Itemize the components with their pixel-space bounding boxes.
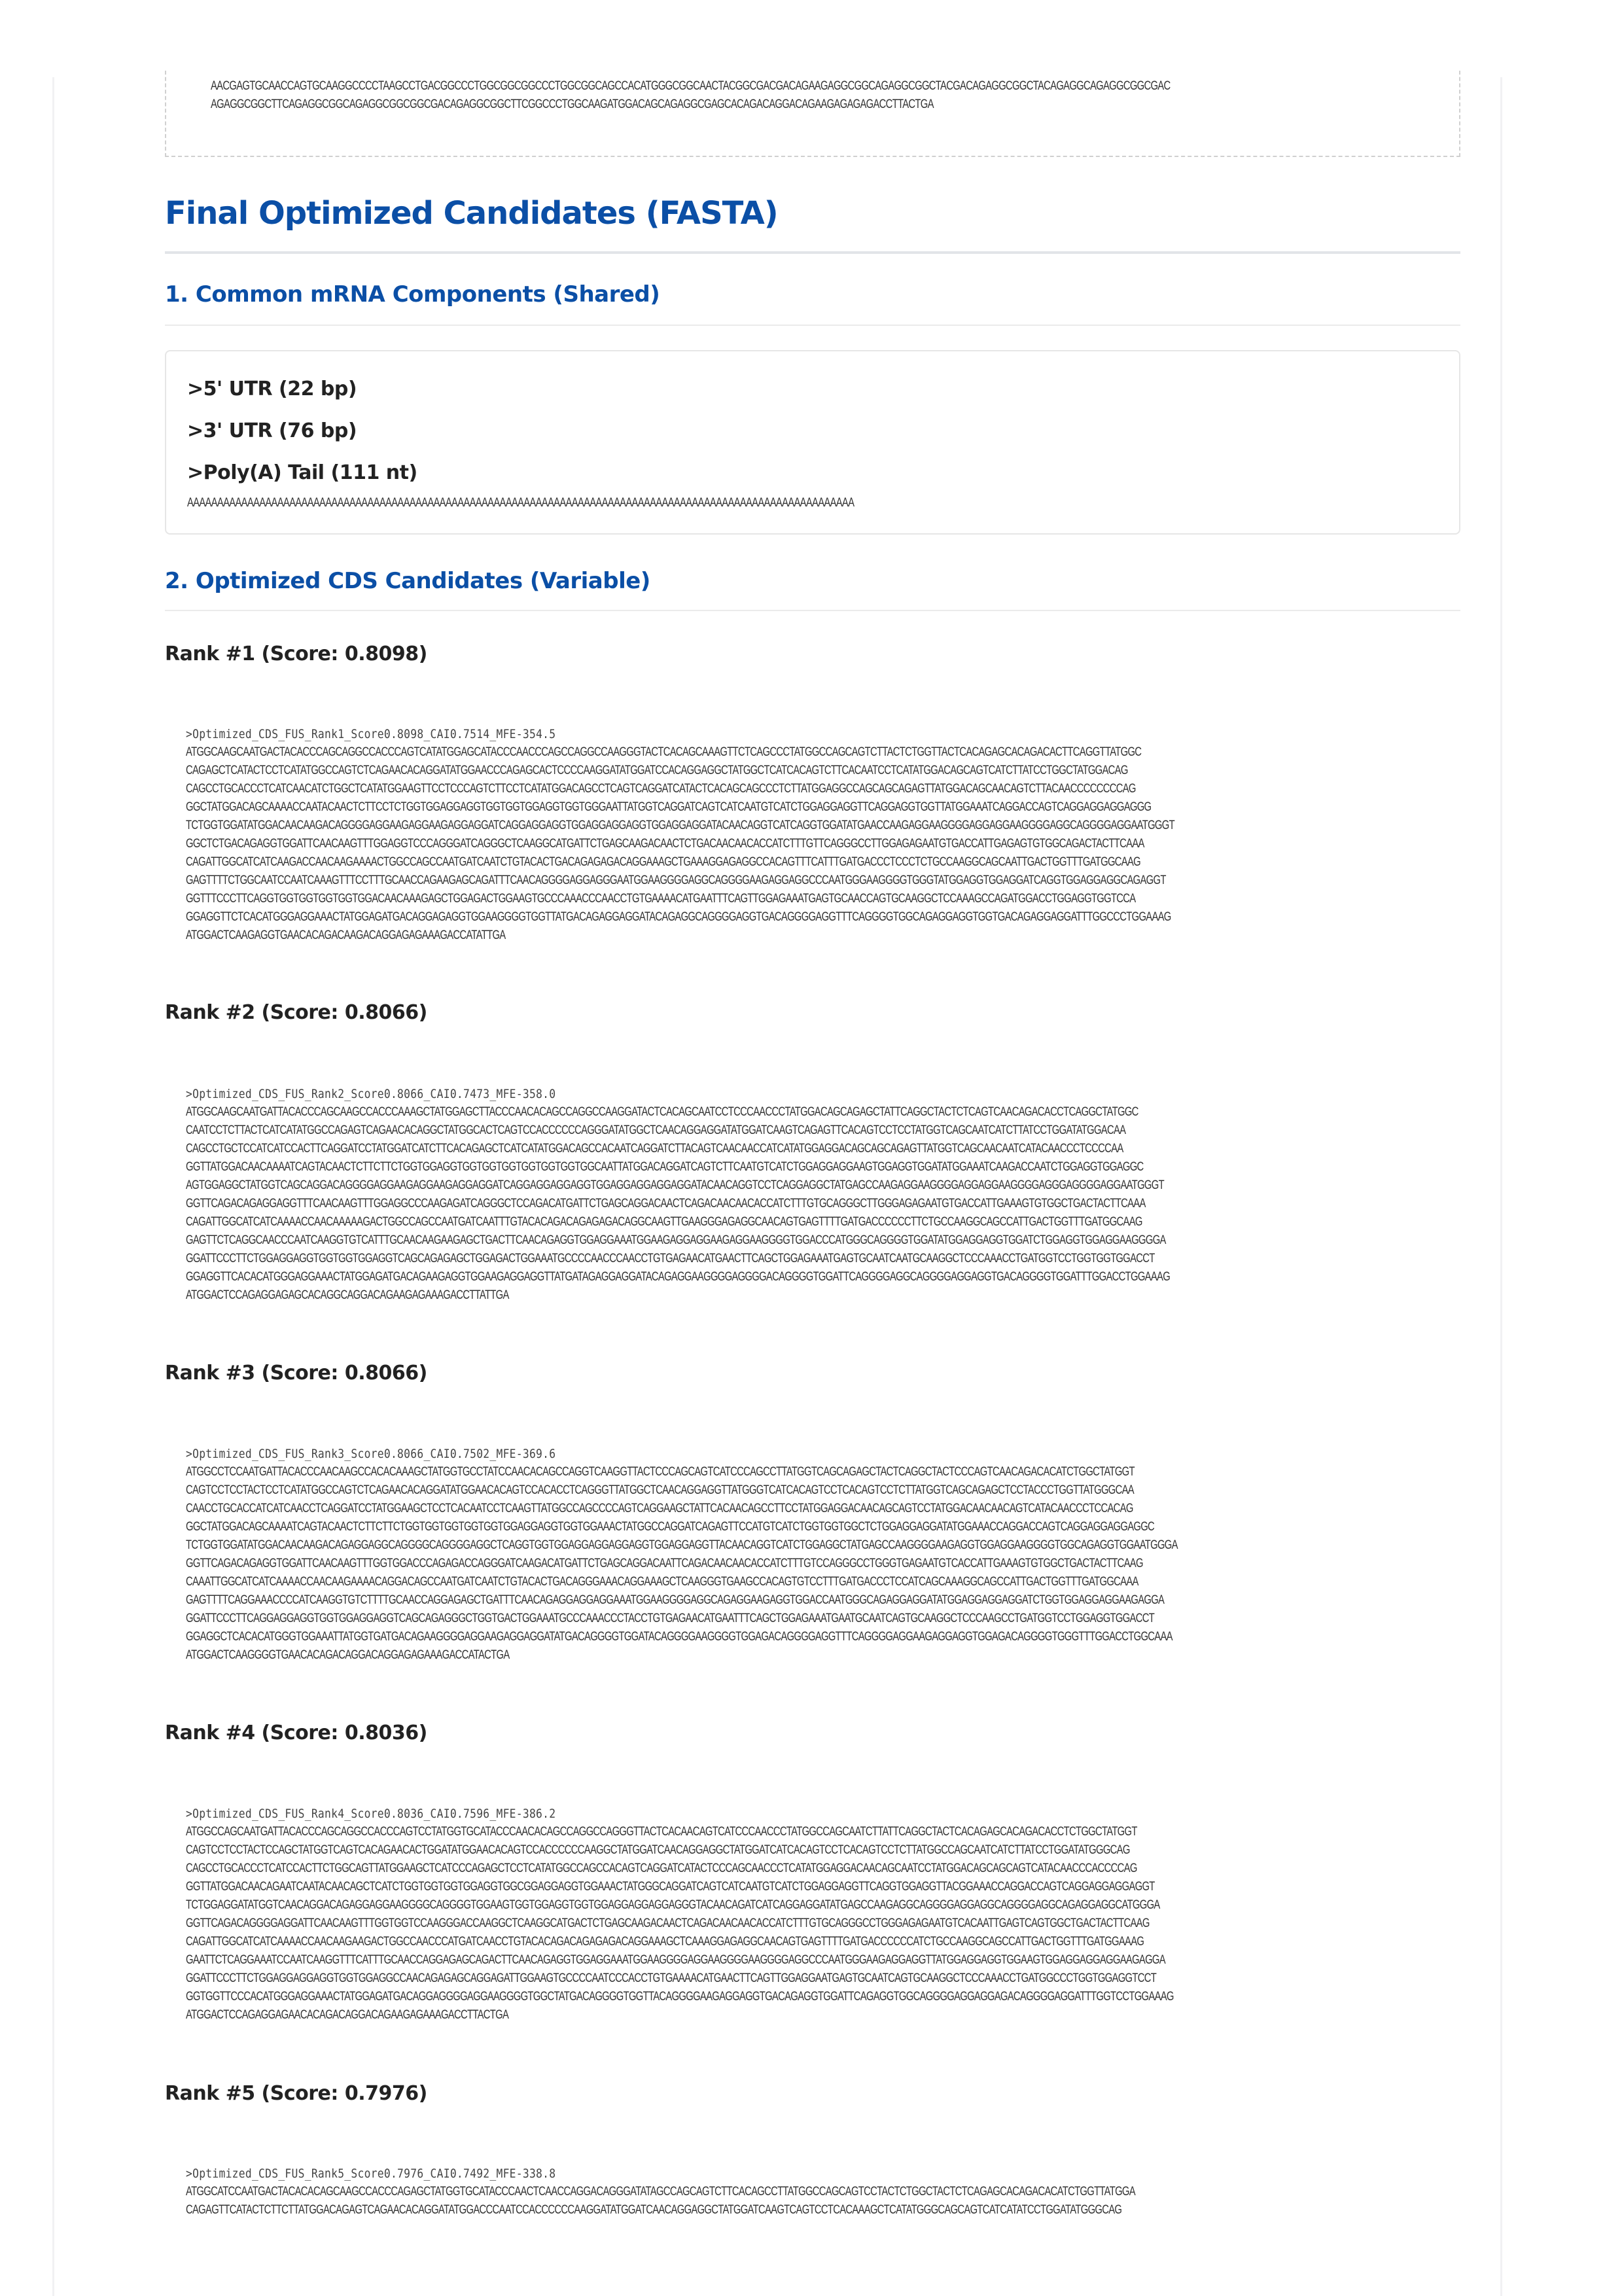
sequence-line: ATGGCAAGCAATGATTACACCCAGCAAGCCACCCAAAGCTATGGAGCTTACCCAACACAGCCAGGCCAAGGATACTCACAGCAATCCTCCCAACCCTATGGACAGCAGAGCTATTCAGGCTACTCTCAGTCAACAGACACCTCAGGCTATGGC: [186, 1105, 1138, 1119]
sequence-line: GGCTATGGACAGCAAAATCAGTACAACTCTTCTTCTGGTGGTGGTGGTGGTGGAGGAGGTGGTGGAAACTATGGCCAGGATCAGAGTTCCATGTCATCTGGTGGTGGCTCTGGAGGAGGATATGGAAACCAGGACCAGTCAGGAGGAGGAGGC: [186, 1520, 1155, 1534]
section-heading-common-components: 1. Common mRNA Components (Shared): [165, 281, 660, 308]
sequence-line: ATGGACTCCAGAGGAGAGCACAGGCAGGACAGAAGAGAAAGACCTTATTGA: [186, 1288, 509, 1302]
sequence-line: GGTTTCCCTTCAGGTGGTGGTGGTGGTGGACAACAAAGAGCTGGAGACTGGAAGTGCCCAAACCCAACCTGTGAAAACATGAATTTCAGTTGGAGAAATGAGTGCAACCAGTGCAAGGCTCCAAAGCCAGATGGACCTGGAGGTGGTCCA: [186, 892, 1136, 906]
sequence-line: CAGATTGGCATCATCAAGACCAACAAGAAAACTGGCCAGCCAATGATCAATCTGTACACTGACAGAGAGACAGGAAAGCTGAAAGGAGAGGCCACAGTTTCATTTGATGACCCTCCCTCTGCCAAGGCAGCAATTGACTGGTTTGATGGCAAG: [186, 855, 1140, 869]
fasta-block-rank-4: [186, 1805, 1453, 2024]
sequence-line: CAGATTGGCATCATCAAAACCAACAAAAAGACTGGCCAGCCAATGATCAATTTGTACACAGACAGAGAGACAGGCAAGTTGAAGGGAGAGGCAACAGTGAGTTTTGATGACCCCCCTTCTGCCAAGGCAGCCATTGACTGGTTTGATGGCAAG: [186, 1215, 1142, 1229]
sequence-line: GGATTCCCTTCTGGAGGAGGAGGTGGTGGAGGCCAACAGAGAGCAGGAGATTGGAAGTGCCCCAATCCCACCTGTGAAAACATGAACTTCAGTTGGAGGAATGAGTGCAATCAGTGCAAGGCTCCCAAACCTGATGGCCCTGGTGGAGGTCCT: [186, 1971, 1157, 1985]
sequence-line: CAAATTGGCATCATCAAAACCAACAAGAAAACAGGACAGCCAATGATCAATCTGTACACTGACAGGGAAACAGGAAAGCTCAAGGGTGAAGCCACAGTGTCCTTTGATGACCCTCCATCAGCAAAGGCAGCCATTGACTGGTTTGATGGCAAA: [186, 1575, 1138, 1589]
sequence-line: AACGAGTGCAACCAGTGCAAGGCCCCTAAGCCTGACGGCCCTGGCGGCGGCCCTGGCGGCAGCCACATGGGCGGCAACTACGGCGACGACAGAAGAGGCGGCAGAGGCGGCTACGACAGAGGCGGCTACAGAGGCAGAGGCGGCGAC: [211, 79, 1171, 93]
sequence-line: ATGGCCAGCAATGATTACACCCAGCAGGCCACCCAGTCCTATGGTGCATACCCAACACAGCCAGGCCAGGGTTACTCACAACAGTCATCCCAACCCTATGGCCAGCAATCTTATTCAGGCTACTCACAGAGCACAGACACCTCTGGCTATGGT: [186, 1825, 1137, 1839]
candidate-title-rank-3: Rank #3 (Score: 0.8066): [165, 1362, 427, 1385]
component-label-3utr: >3' UTR (76 bp): [187, 419, 357, 442]
sequence-line: ATGGCAAGCAATGACTACACCCAGCAGGCCACCCAGTCATATGGAGCATACCCAACCCAGCCAGGCCAAGGGTACTCACAGCAAAGTTCTCAGCCCTATGGCCAGCAGTCTTACTCTGGTTACTCACAGAGCACAGACACTTCAGGTTATGGC: [186, 745, 1142, 759]
section-divider: [165, 610, 1460, 611]
previous-sequence-block: [165, 71, 1460, 157]
sequence-line: GGTTCAGACAGGGGAGGATTCAACAAGTTTGGTGGTCCAAGGGACCAAGGCTCAAGGCATGACTCTGAGCAAGACAACTCAGACAACAACACCATCTTTGTGCAGGGCCTGGGAGAGAATGTCACAATTGAGTCAGTGGCTGACTACTTCAAG: [186, 1916, 1150, 1930]
component-label-5utr: >5' UTR (22 bp): [187, 378, 357, 400]
sequence-line: ATGGACTCAAGGGGTGAACACAGACAGGACAGGAGAGAAAGACCATACTGA: [186, 1648, 510, 1662]
sequence-line: CAGCCTGCACCCTCATCAACATCTGGCTCATATGGAAGTTCCTCCCAGTCTTCCTCATATGGACAGCCTCAGTCAGGATCATACTCACAGCAGCCCTCTTATGGAGGCCAGCAGCAGAGTTATGGACAGCAACAGTCTTACAACCCCCCCCAG: [186, 782, 1136, 796]
sequence-line: GGTGGTTCCCACATGGGAGGAAACTATGGAGATGACAGGAGGGGAGGAAGGGGTGGCTATGACAGGGGTGGTTACAGGGGAAGAGGAGGTGACAGAGGTGGATTCAGAGGTGGCAGGGGAGGAGGAGACAGGGGAGGATTTGGTCCTGGAAAG: [186, 1990, 1174, 2004]
fasta-header: >Optimized_CDS_FUS_Rank2_Score0.8066_CAI0.7473_MFE-358.0: [186, 1087, 556, 1101]
sequence-line: TCTGGAGGATATGGTCAACAGGACAGAGGAGGAAGGGGCAGGGGTGGAAGTGGTGGAGGTGGTGGAGGAGGAGGAGGGTACAACAGATCATCAGGAGGATATGAGCCAAGAGGCAGGGGAGGAGGCAGGGGAGGCAGAGGAGGCATGGGA: [186, 1898, 1160, 1912]
sequence-line: GGTTCAGACAGAGGTGGATTCAACAAGTTTGGTGGACCCAGAGACCAGGGATCAAGACATGATTCTGAGCAGGACAATTCAGACAACAACACCATCTTTGTCCAGGGCCTGGGTGAGAATGTCACCATTGAAAGTGTGGCTGACTACTTCAAG: [186, 1557, 1143, 1570]
sequence-line: GGATTCCCTTCTGGAGGAGGTGGTGGTGGAGGTCAGCAGAGAGCTGGAGACTGGAAATGCCCCAACCCAACCTGTGAGAACATGAACTTCAGCTGGAGAAATGAGTGCAATCAATGCAAGGCTCCCAAACCTGATGGTCCTGGTGGTGGACCT: [186, 1252, 1155, 1265]
sequence-line: GGATTCCCTTCAGGAGGAGGTGGTGGAGGAGGTCAGCAGAGGGCTGGTGACTGGAAATGCCCAAACCCTACCTGTGAGAACATGAATTTCAGCTGGAGAAATGAATGCAATCAGTGCAAGGCTCCCAAGCCTGATGGTCCTGGAGGTGGACCT: [186, 1612, 1155, 1625]
sequence-line: GGTTCAGACAGAGGAGGTTTCAACAAGTTTGGAGGCCCAAGAGATCAGGGCTCCAGACATGATTCTGAGCAGGACAACTCAGACAACAACACCATCTTTGTGCAGGGCTTGGGAGAGAATGTGACCATTGAAAGTGTGGCTGACTACTTCAAA: [186, 1197, 1146, 1210]
title-divider: [165, 251, 1460, 254]
sequence-line: CAGAGTTCATACTCTTCTTATGGACAGAGTCAGAACACAGGATATGGACCCAATCCACCCCCCAAGGATATGGATCAACAGGAGGCTATGGATCAAGTCAGTCCTCACAAAGCTCATATGGGCAGCAGTCATCATATCCTGGATATGGGCAG: [186, 2203, 1122, 2217]
sequence-line: GAGTTCTCAGGCAACCCAATCAAGGTGTCATTTGCAACAAGAAGAGCTGACTTCAACAGAGGTGGAGGAAATGGAAGAGGAGGAAGAGGAAGGGGTGGACCCATGGGCAGGGGTGGATATGGAGGAGGTGGATCTGGAGGTGGAGGAAGGGGA: [186, 1233, 1166, 1247]
common-components-card: [165, 350, 1460, 535]
fasta-header: >Optimized_CDS_FUS_Rank5_Score0.7976_CAI0.7492_MFE-338.8: [186, 2166, 556, 2181]
sequence-line: TCTGGTGGATATGGACAACAAGACAGGGGAGGAAGAGGAAGAGGAGGATCAGGAGGAGGTGGAGGAGGAGGTGGAGGAGGATACAACAGGTCATCAGGTGGATATGAACCAAGAGGAAGGGGAGGAGGAAGGGGAGGCAGGGGAGGAATGGGT: [186, 819, 1174, 832]
sequence-line: GAATTCTCAGGAAATCCAATCAAGGTTTCATTTGCAACCAGGAGAGCAGACTTCAACAGAGGTGGAGGAAATGGAAGGGGAGGAAGGGGAAGGGGAGGCCCAATGGGAAGAGGAGGTTATGGAGGAGGTGGAAGTGGAGGAGGAGGAAGAGGA: [186, 1953, 1165, 1967]
sequence-line: GAGTTTTCTGGCAATCCAATCAAAGTTTCCTTTGCAACCAGAAGAGCAGATTTCAACAGGGGAGGAGGGAATGGAAGGGGAGGCAGGGGAAGAGGAGGCCCAATGGGAAGGGGTGGGTATGGAGGTGGAGGATCAGGTGGAGGAGGCAGAGGT: [186, 874, 1166, 887]
sequence-line: CAGTCCTCCTACTCCTCATATGGCCAGTCTCAGAACACAGGATATGGAACACAGTCCACACCTCAGGGTTATGGCTCAACAGGAGGTTATGGGTCATCACAGTCCTCACAGTCCTCTTATGGTCAGCAGAGCTCCTACCCTGGTTATGGGCAA: [186, 1483, 1134, 1497]
sequence-line: CAGCCTGCACCCTCATCCACTTCTGGCAGTTATGGAAGCTCATCCCAGAGCTCCTCATATGGCCAGCCACAGTCAGGATCATACTCCCAGCAACCCTCATATGGAGGACAACAGCAATCCTATGGACAGCAGCAGTCATACAACCCACCCCAG: [186, 1862, 1137, 1875]
sequence-line: CAGAGCTCATACTCCTCATATGGCCAGTCTCAGAACACAGGATATGGAACCCAGAGCACTCCCCAAGGATATGGATCCACAGGAGGCTATGGCTCATCACAGTCTTCACAATCCTCATATGGACAGCAGTCATCTTATCCTGGCTATGGACAG: [186, 764, 1128, 777]
fasta-header: >Optimized_CDS_FUS_Rank3_Score0.8066_CAI0.7502_MFE-369.6: [186, 1447, 556, 1461]
candidate-title-rank-4: Rank #4 (Score: 0.8036): [165, 1722, 427, 1744]
fasta-block-rank-1: [186, 725, 1453, 945]
sequence-line: AGAGGCGGCTTCAGAGGCGGCAGAGGCGGCGGCGACAGAGGCGGCTTCGGCCCTGGCAAGATGGACAGCAGAGGCGAGCACAGACAGGACAGAAGAGAGAGACCTTACTGA: [211, 97, 934, 111]
section-heading-cds-candidates: 2. Optimized CDS Candidates (Variable): [165, 568, 650, 594]
sequence-line: ATGGCATCCAATGACTACACACAGCAAGCCACCCAGAGCTATGGTGCATACCCAACTCAACCAGGACAGGGATATAGCCAGCAGTCTTCACAGCCTTATGGCCAGCAGTCCTACTCTGGCTACTCTCAGAGCACAGACACATCTGGTTATGGA: [186, 2185, 1135, 2199]
fasta-header: >Optimized_CDS_FUS_Rank4_Score0.8036_CAI0.7596_MFE-386.2: [186, 1807, 556, 1821]
sequence-line: GGAGGTTCTCACATGGGAGGAAACTATGGAGATGACAGGAGAGGTGGAAGGGGTGGTTATGACAGAGGAGGATACAGAGGCAGGGGAGGTGACAGGGGAGGTTTCAGGGGTGGCAGAGGAGGTGGTGACAGAGGAGGATTTGGCCCTGGAAAG: [186, 910, 1171, 924]
fasta-block-rank-3: [186, 1445, 1457, 1665]
fasta-block-rank-5: [186, 2164, 1403, 2219]
sequence-line: TCTGGTGGATATGGACAACAAGACAGAGGAGGCAGGGGCAGGGGAGGCTCAGGTGGTGGAGGAGGAGGAGGTGGAGGAGGTTACAACAGGTCATCTGGAGGCTATGAGCCAAGGGGAAGAGGTGGAGGAAGGGGTGGCAGAGGTGGAATGGGA: [186, 1538, 1178, 1552]
sequence-line: GGCTATGGACAGCAAAACCAATACAACTCTTCCTCTGGTGGAGGAGGTGGTGGTGGAGGTGGTGGGAATTATGGTCAGGATCAGTCATCAATGTCATCTGGAGGAGGTTCAGGAGGTGGTTATGGAAATCAGGACCAGTCAGGAGGAGGAGGG: [186, 800, 1152, 814]
sequence-line: CAGCCTGCTCCATCATCCACTTCAGGATCCTATGGATCATCTTCACAGAGCTCATCATATGGACAGCCACAATCAGGATCTTACAGTCAACAACCATCATATGGAGGACAGCAGCAGAGTTATGGTCAGCAACAATCATACAACCCTCCCCAA: [186, 1142, 1123, 1156]
candidate-title-rank-2: Rank #2 (Score: 0.8066): [165, 1001, 427, 1024]
candidate-title-rank-1: Rank #1 (Score: 0.8098): [165, 643, 427, 665]
sequence-line: CAATCCTCTTACTCATCATATGGCCAGAGTCAGAACACAGGCTATGGCACTCAGTCCACCCCCCAGGGATATGGCTCAACAGGAGGATATGGATCAAGTCAGAGTTCACAGTCCTCCTATGGTCAGCAATCATCTTATCCTGGATATGGACAA: [186, 1123, 1126, 1137]
fasta-header: >Optimized_CDS_FUS_Rank1_Score0.8098_CAI0.7514_MFE-354.5: [186, 727, 556, 741]
fasta-block-rank-2: [186, 1085, 1447, 1305]
section-divider: [165, 325, 1460, 326]
sequence-line: GGAGGTTCACACATGGGAGGAAACTATGGAGATGACAGAAGAGGTGGAAGAGGAGGTTATGATAGAGGAGGATACAGAGGAAGGGGAGGGGACAGGGGTGGATTCAGGGGAGGCAGGGGAGGAGGTGACAGGGGTGGATTTGGACCTGGAAAG: [186, 1270, 1171, 1284]
sequence-line: CAACCTGCACCATCATCAACCTCAGGATCCTATGGAAGCTCCTCACAATCCTCAAGTTATGGCCAGCCCCAGTCAGGAAGCTATTCACAACAGCCTTCCTATGGAGGACAACAGCAGTCCTATGGACAACAACAGTCATACAACCCTCCACAG: [186, 1502, 1133, 1515]
sequence-line: GGAGGCTCACACATGGGTGGAAATTATGGTGATGACAGAAGGGGAGGAAGAGGAGGATATGACAGGGGTGGATACAGGGGAAGGGGTGGAGACAGGGGAGGTTTCAGGGGAGGAAGAGGAGGTGGAGACAGGGGTGGGTTTGGACCTGGCAAA: [186, 1630, 1172, 1644]
component-label-polya: >Poly(A) Tail (111 nt): [187, 461, 417, 484]
sequence-line: GGTTATGGACAACAGAATCAATACAACAGCTCATCTGGTGGTGGTGGAGGTGGCGGAGGAGGTGGAAACTATGGGCAGGATCAGTCATCAATGTCATCTGGAGGAGGTTCAGGTGGAGGTTACGGAAACCAGGACCAGTCAGGAGGAGGAGGT: [186, 1880, 1155, 1894]
sequence-line: ATGGACTCCAGAGGAGAACACAGACAGGACAGAAGAGAAAGACCTTACTGA: [186, 2008, 509, 2022]
polya-sequence: AAAAAAAAAAAAAAAAAAAAAAAAAAAAAAAAAAAAAAAAAAAAAAAAAAAAAAAAAAAAAAAAAAAAAAAAAAAAAAAAAAAAAAAAAAAAAAAAAAAAAAAAAAAAAAA: [187, 496, 855, 510]
sequence-line: CAGTCCTCCTACTCCAGCTATGGTCAGTCACAGAACACTGGATATGGAACACAGTCCACCCCCCAAGGCTATGGATCAACAGGAGGCTATGGATCATCACAGTCCTCACAGTCCTCTTATGGCCAGCAATCATCTTATCCTGGATATGGGCAG: [186, 1843, 1130, 1857]
sequence-line: CAGATTGGCATCATCAAAACCAACAAGAAGACTGGCCAACCCATGATCAACCTGTACACAGACAGAGAGACAGGAAAGCTCAAAGGAGAGGCAACAGTGAGTTTTGATGACCCCCCATCTGCCAAGGCAGCCATTGACTGGTTTGATGGAAAG: [186, 1935, 1144, 1949]
candidate-title-rank-5: Rank #5 (Score: 0.7976): [165, 2082, 427, 2105]
sequence-line: GGCTCTGACAGAGGTGGATTCAACAAGTTTGGAGGTCCCAGGGATCAGGGCTCAAGGCATGATTCTGAGCAAGACAACTCTGACAACAACACCATCTTTGTTCAGGGCCTTGGAGAGAATGTGACCATTGAGAGTGTGGCAGACTACTTCAAA: [186, 837, 1144, 851]
sequence-line: ATGGCCTCCAATGATTACACCCAACAAGCCACACAAAGCTATGGTGCCTATCCAACACAGCCAGGTCAAGGTTACTCCCAGCAGTCATCCCAGCCTTATGGTCAGCAGAGCTACTCAGGCTACTCCCAGTCAACAGACACATCTGGCTATGGT: [186, 1465, 1135, 1479]
sequence-line: ATGGACTCAAGAGGTGAACACAGACAAGACAGGAGAGAAAGACCATATTGA: [186, 928, 506, 942]
sequence-line: AGTGGAGGCTATGGTCAGCAGGACAGGGGAGGAAGAGGAAGAGGAGGATCAGGAGGAGGAGGTGGAGGAGGAGGAGGATACAACAGGTCCTCAGGAGGCTATGAGCCAAGAGGAAGGGGAGGAGGAAGGGGAGGGAGGGGAGGAATGGGT: [186, 1178, 1164, 1192]
sequence-line: GGTTATGGACAACAAAATCAGTACAACTCTTCTTCTGGTGGAGGTGGTGGTGGTGGTGGTGGTGGCAATTATGGACAGGATCAGTCTTCAATGTCATCTGGAGGAGGAAGTGGAGGTGGATATGGAAATCAAGACCAATCTGGAGGTGGAGGC: [186, 1160, 1144, 1174]
page-title: Final Optimized Candidates (FASTA): [165, 195, 778, 232]
sequence-line: GAGTTTTCAGGAAACCCCATCAAGGTGTCTTTTGCAACCAGGAGAGCTGATTTCAACAGAGGAGGAGGAAATGGAAGGGGAGGCAGAGGAAGAGGTGGACCAATGGGCAGAGGAGGATATGGAGGAGGAGGATCTGGTGGAGGAGGAAGAGGA: [186, 1593, 1165, 1607]
